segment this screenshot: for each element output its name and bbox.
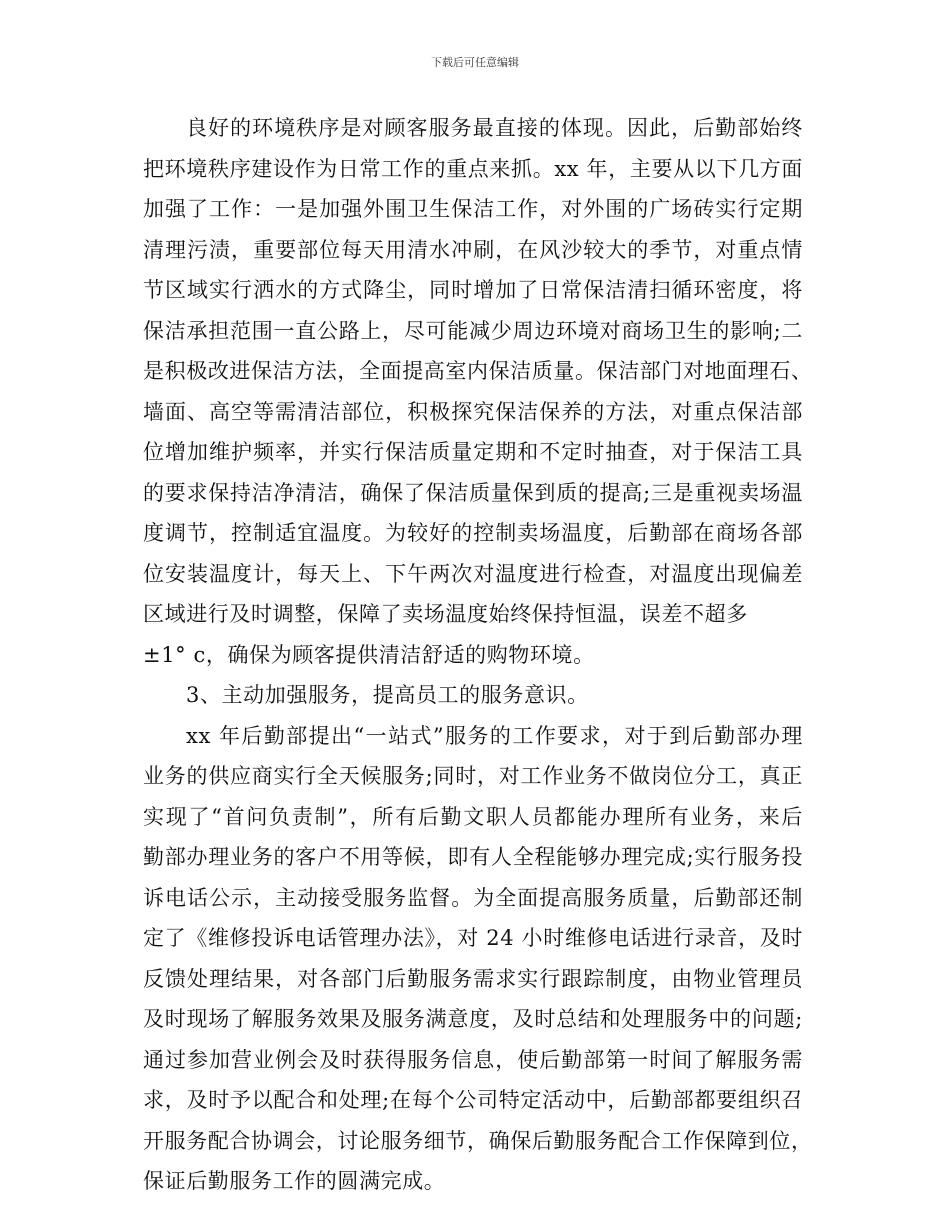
text-line: 诉电话公示，主动接受服务监督。为全面提高服务质量，后勤部还制: [143, 885, 803, 910]
text-line: 的要求保持洁净清洁，确保了保洁质量保到质的提高;三是重视卖场温: [143, 480, 803, 505]
text-line: 反馈处理结果，对各部门后勤服务需求实行跟踪制度，由物业管理员: [143, 966, 803, 991]
text-line: 是积极改进保洁方法，全面提高室内保洁质量。保洁部门对地面理石、: [143, 359, 813, 383]
document-body: [143, 108, 813, 1202]
text-line: xx 年后勤部提出“一站式”服务的工作要求，对于到后勤部办理: [186, 723, 803, 748]
text-line: 位增加维护频率，并实行保洁质量定期和不定时抽查，对于保洁工具: [143, 440, 803, 464]
section-heading: 3、主动加强服务，提高员工的服务意识。: [186, 683, 589, 707]
text-line: 业务的供应商实行全天候服务;同时，对工作业务不做岗位分工，真正: [143, 764, 803, 788]
text-line: 墙面、高空等需清洁部位，积极探究保洁保养的方法，对重点保洁部: [143, 399, 803, 424]
text-line: 及时现场了解服务效果及服务满意度，及时总结和处理服务中的问题;: [143, 1007, 803, 1031]
text-line: 通过参加营业例会及时获得服务信息，使后勤部第一时间了解服务需: [143, 1047, 803, 1072]
text-line: 节区域实行洒水的方式降尘，同时增加了日常保洁清扫循环密度，将: [143, 278, 803, 302]
text-line: 勤部办理业务的客户不用等候，即有人全程能够办理完成;实行服务投: [143, 845, 803, 869]
text-line: 区域进行及时调整，保障了卖场温度始终保持恒温，误差不超多: [143, 602, 748, 626]
page-header: 下载后可任意编辑: [431, 56, 519, 69]
text-line: 位安装温度计，每天上、下午两次对温度进行检查，对温度出现偏差: [143, 561, 803, 586]
text-line: 良好的环境秩序是对顾客服务最直接的体现。因此，后勤部始终: [186, 116, 803, 140]
text-line: 加强了工作：一是加强外围卫生保洁工作，对外围的广场砖实行定期: [143, 197, 803, 221]
text-line: 把环境秩序建设作为日常工作的重点来抓。xx 年，主要从以下几方面: [143, 156, 803, 181]
text-line: 实现了“首问负责制”，所有后勤文职人员都能办理所有业务，来后: [143, 804, 803, 829]
text-line: 定了《维修投诉电话管理办法》，对 24 小时维修电话进行录音，及时: [143, 926, 803, 950]
text-line: 保洁承担范围一直公路上，尽可能减少周边环境对商场卫生的影响;二: [143, 318, 803, 343]
text-line: ±1° c，确保为顾客提供清洁舒适的购物环境。: [143, 642, 595, 667]
text-line: 求，及时予以配合和处理;在每个公司特定活动中，后勤部都要组织召: [143, 1088, 803, 1112]
text-line: 度调节，控制适宜温度。为较好的控制卖场温度，后勤部在商场各部: [143, 521, 803, 545]
text-line: 保证后勤服务工作的圆满完成。: [143, 1169, 446, 1193]
text-line: 清理污渍，重要部位每天用清水冲刷，在风沙较大的季节，对重点情: [143, 237, 803, 262]
text-line: 开服务配合协调会，讨论服务细节，确保后勤服务配合工作保障到位，: [143, 1128, 813, 1153]
